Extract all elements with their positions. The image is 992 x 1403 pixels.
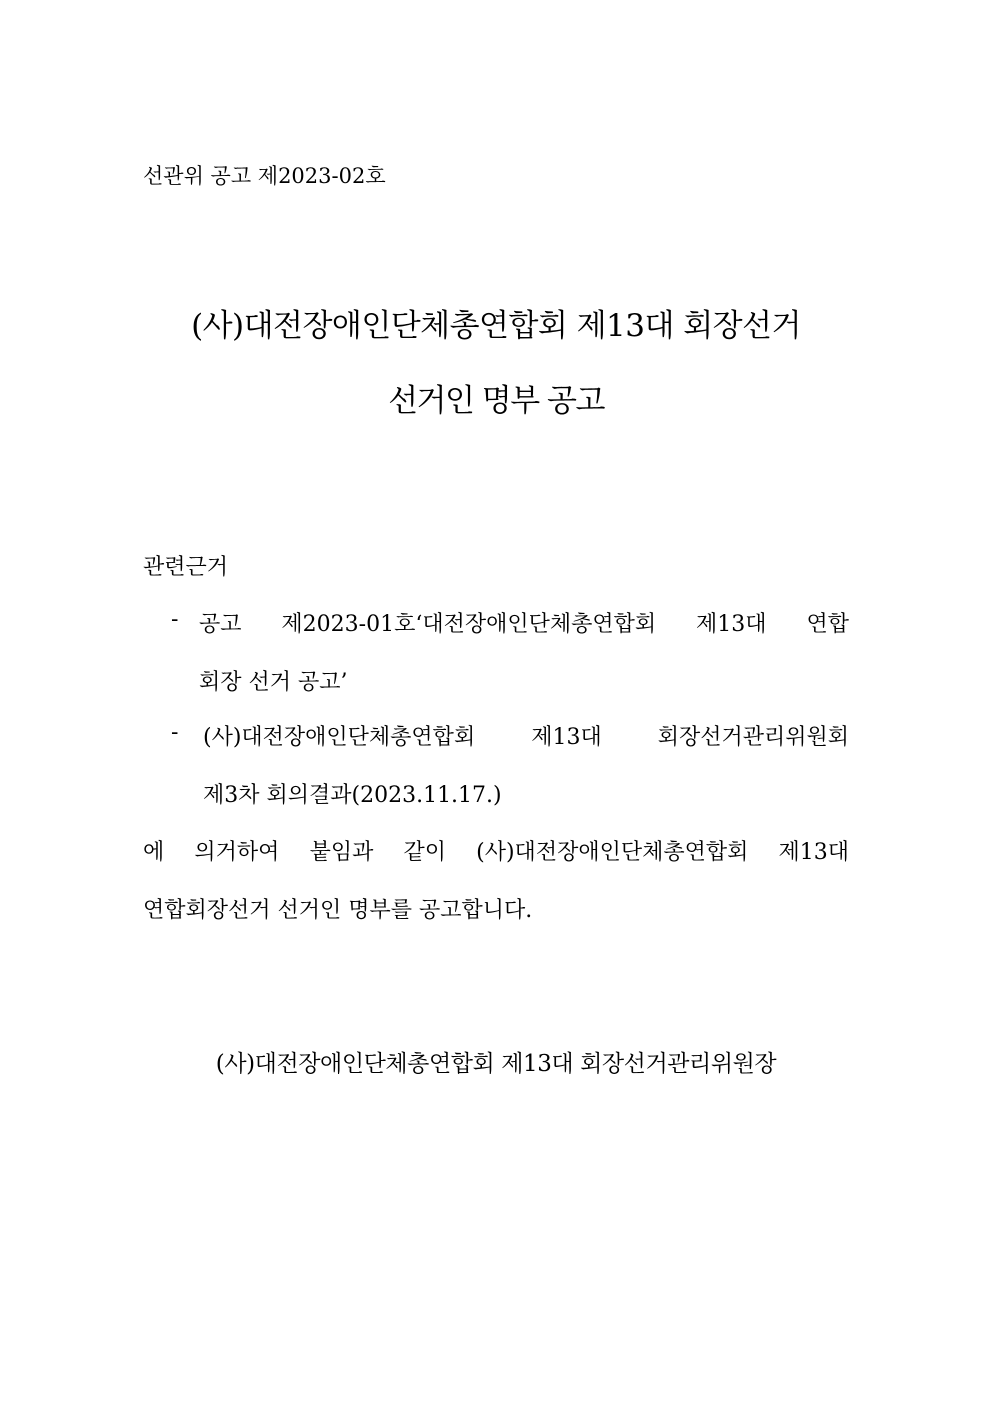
basis-heading: 관련근거 [143,555,229,580]
bullet-dash: - [171,720,179,745]
title-line-2: 선거인 명부 공고 [388,383,604,419]
basis-item-2-line-1: (사)대전장애인단체총연합회 제13대 회장선거관리위원회 [203,725,849,750]
signature: (사)대전장애인단체총연합회 제13대 회장선거관리위원장 [215,1051,777,1077]
basis-item-1-line-1: 공고 제2023-01호‘대전장애인단체총연합회 제13대 연합 [199,612,849,637]
title-line-1: (사)대전장애인단체총연합회 제13대 회장선거 [191,308,801,344]
bullet-dash: - [171,607,179,632]
statement-line-2: 연합회장선거 선거인 명부를 공고합니다. [143,898,533,923]
basis-item-1-line-2: 회장 선거 공고’ [199,670,348,695]
notice-number: 선관위 공고 제2023-02호 [143,164,386,188]
statement-line-1: 에 의거하여 붙임과 같이 (사)대전장애인단체총연합회 제13대 [143,840,849,865]
basis-item-2-line-2: 제3차 회의결과(2023.11.17.) [203,783,502,808]
